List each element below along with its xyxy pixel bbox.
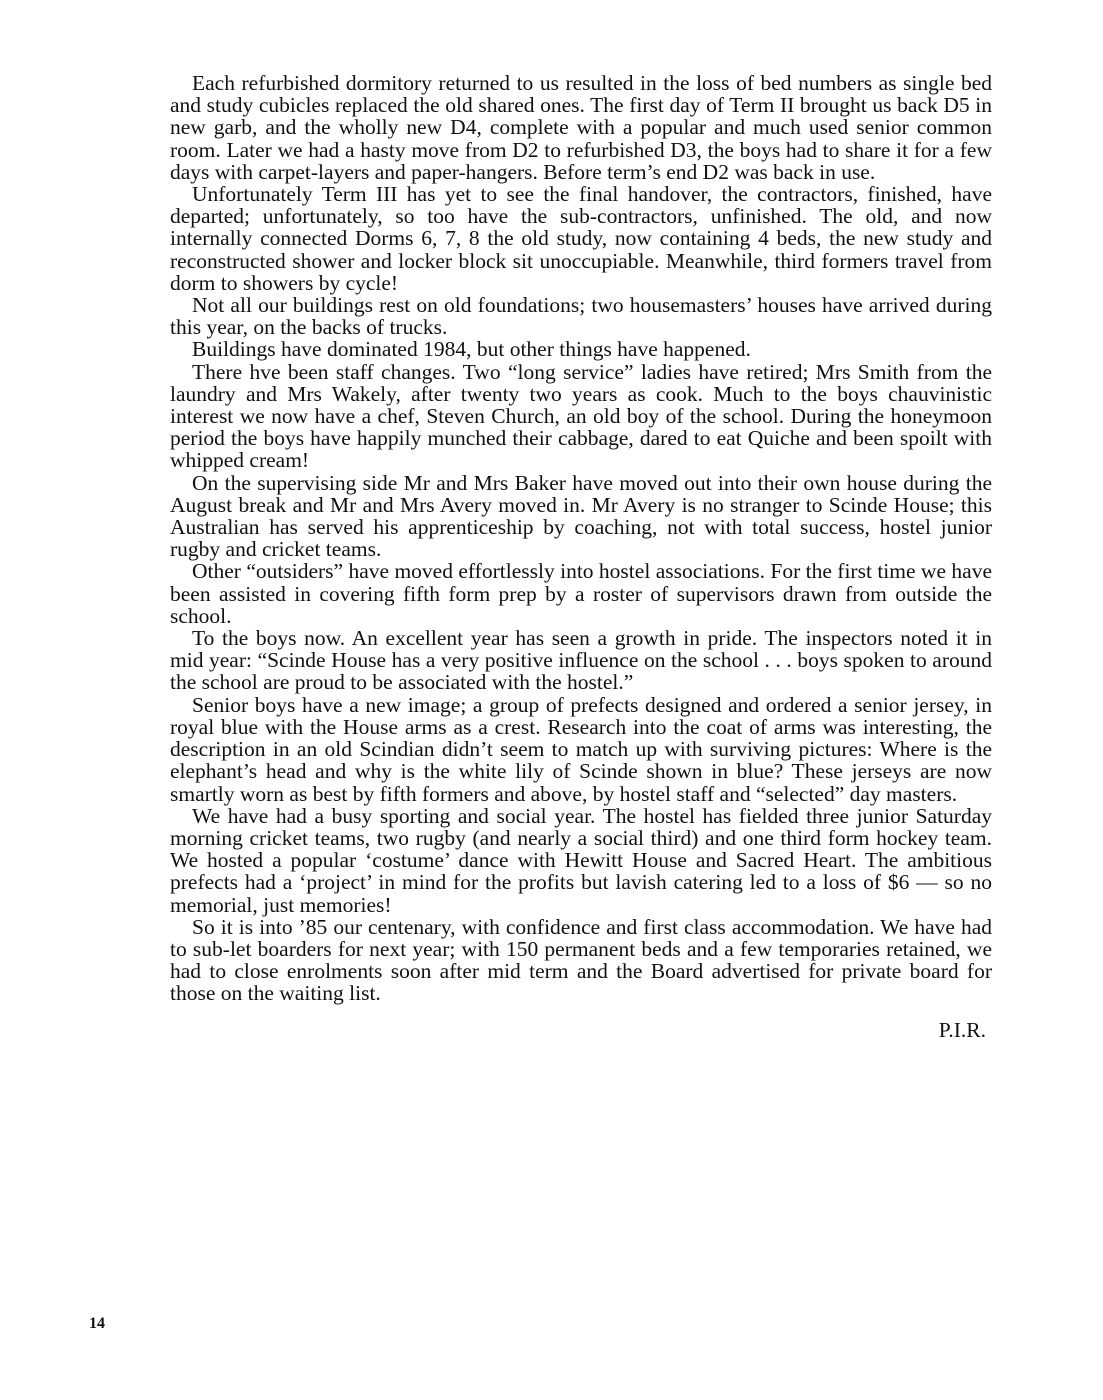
article-body xyxy=(170,72,992,1041)
page-number: 14 xyxy=(89,1315,105,1332)
paragraph-buildings-dominated: Buildings have dominated 1984, but other things have happened. xyxy=(192,337,751,362)
paragraph-centenary: So it is into ’85 our centenary, with confidence and first class accommodation. We have had to sub-let boarders for next year; with 150 permanent beds and a few temporaries retained, we had to close enrolments soon after mid term and the Board advertised for private board for those on the waiting list. xyxy=(170,914,992,1006)
paragraph-senior-jersey: Senior boys have a new image; a group of prefects designed and ordered a senior jersey, in royal blue with the House arms as a crest. Research into the coat of arms was interesting, the description in an old Scindian didn’t seem to match up with surviving pictures: Where is the elephant’s head and why is the white lily of Scinde shown in blue? These jerseys are now smartly worn as best by fifth formers and above, by hostel staff and “selected” day masters. xyxy=(170,692,992,806)
paragraph-outsiders: Other “outsiders” have moved effortlessly into hostel associations. For the first time we have been assisted in covering fifth form prep by a roster of supervisors drawn from outside the school. xyxy=(170,559,992,628)
paragraph-term-three-handover: Unfortunately Term III has yet to see the final handover, the contractors, finished, have departed; unfortunately, so too have the sub-contractors, unfinished. The old, and now internally connected Dorms 6, 7, 8 the old study, now containing 4 beds, the new study and reconstructed shower and locker block sit unoccupiable. Meanwhile, third formers travel from dorm to showers by cycle! xyxy=(170,182,992,295)
author-initials: P.I.R. xyxy=(938,1017,986,1042)
paragraph-refurbished-dormitories: Each refurbished dormitory returned to us resulted in the loss of bed numbers as single bed and study cubicles replaced the old shared ones. The first day of Term II brought us back D5 in new garb, and the wholly new D4, complete with a popular and much used senior common room. Later we had a hasty move from D2 to refurbished D3, the boys had to share it for a few days with carpet-layers and paper-hangers. Before term’s end D2 was back in use. xyxy=(170,71,992,184)
paragraph-housemasters-houses: Not all our buildings rest on old foundations; two housemasters’ houses have arrived during this year, on the backs of trucks. xyxy=(170,293,992,340)
paragraph-supervising-side: On the supervising side Mr and Mrs Baker have moved out into their own house during the August break and Mr and Mrs Avery moved in. Mr Avery is no stranger to Scinde House; this Australian has served his apprenticeship by coaching, not with total success, hostel junior rugby and cricket teams. xyxy=(170,470,992,562)
paragraph-staff-changes: There hve been staff changes. Two “long service” ladies have retired; Mrs Smith from the laundry and Mrs Wakely, after twenty two years as cook. Much to the boys chauvinistic interest we now have a chef, Steven Church, an old boy of the school. During the honeymoon period the boys have happily munched their cabbage, dared to eat Quiche and been spoilt with whipped cream! xyxy=(170,359,992,473)
paragraph-growth-in-pride: To the boys now. An excellent year has seen a growth in pride. The inspectors noted it in mid year: “Scinde House has a very positive influence on the school . . . boys spoken to around the school are proud to be associated with the hostel.” xyxy=(170,626,992,695)
paragraph-sporting-social-year: We have had a busy sporting and social year. The hostel has fielded three junior Saturday morning cricket teams, two rugby (and nearly a social third) and one third form hockey team. We hosted a popular ‘costume’ dance with Hewitt House and Sacred Heart. The ambitious prefects had a ‘project’ in mind for the profits but lavish catering led to a loss of $6 — so no memorial, just memories! xyxy=(170,803,992,917)
